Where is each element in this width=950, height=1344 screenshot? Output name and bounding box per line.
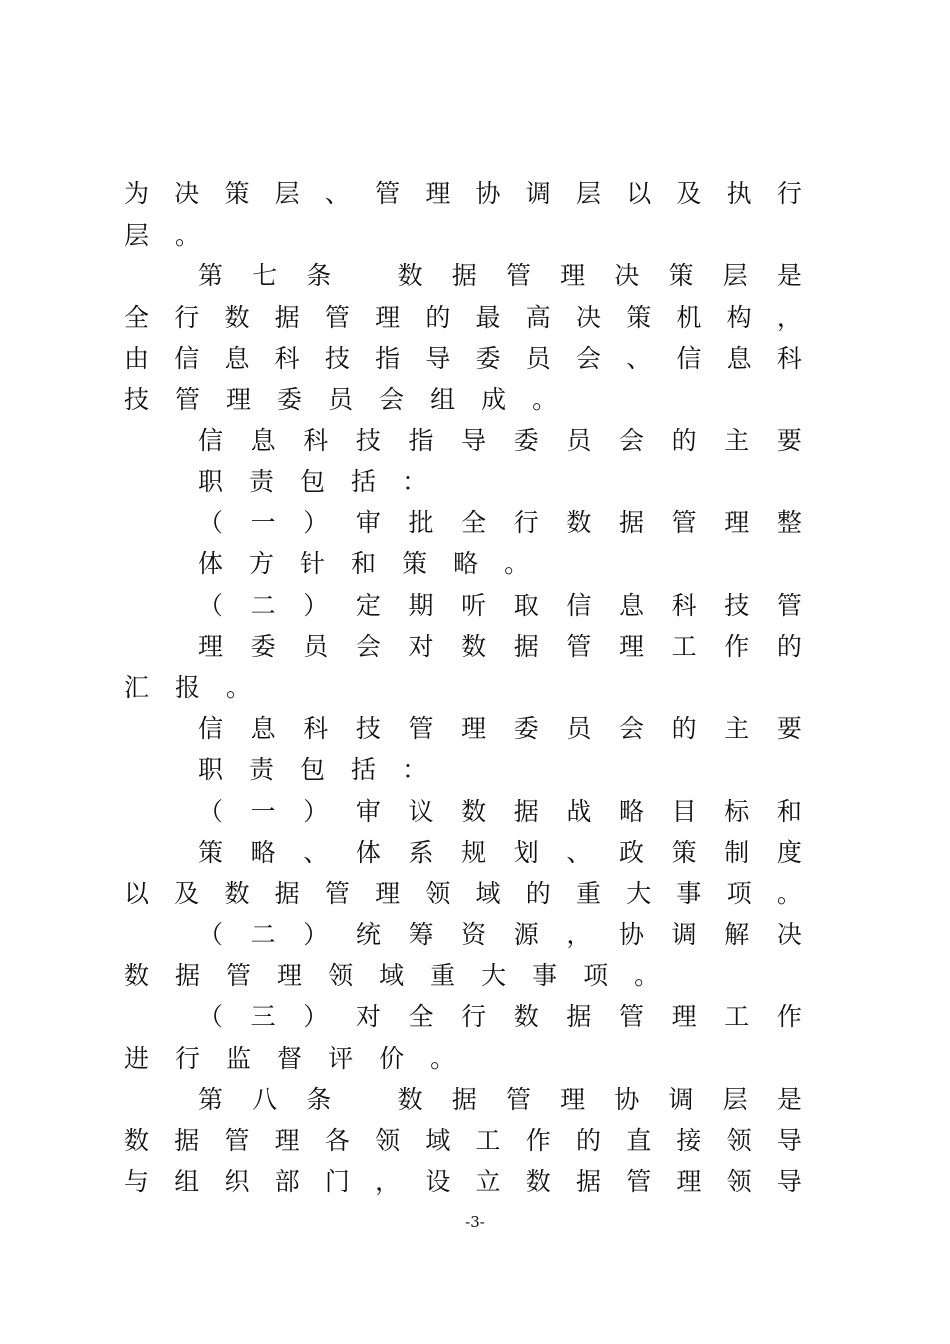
text-line: 由 信 息 科 技 指 导 委 员 会 、 信 息 科 [124, 344, 802, 373]
page-number: -3- [465, 1213, 485, 1231]
text-line: 为 决 策 层 、 管 理 协 调 层 以 及 执 行 [124, 179, 802, 208]
text-line: 职 责 包 括 ： [198, 755, 428, 784]
text-line: （ 三 ） 对 全 行 数 据 管 理 工 作 [198, 1002, 802, 1031]
text-line: 技 管 理 委 员 会 组 成 。 [124, 385, 558, 414]
text-line: 数 据 管 理 各 领 域 工 作 的 直 接 领 导 [124, 1126, 802, 1155]
text-line: 层 。 [124, 221, 201, 250]
text-line: 全 行 数 据 管 理 的 最 高 决 策 机 构 ， [124, 303, 802, 332]
text-line: 信 息 科 技 管 理 委 员 会 的 主 要 [198, 714, 802, 743]
text-line: 进 行 监 督 评 价 。 [124, 1044, 456, 1073]
text-line: 数 据 管 理 领 域 重 大 事 项 。 [124, 961, 660, 990]
text-line: 体 方 针 和 策 略 。 [198, 549, 530, 578]
text-line: 以 及 数 据 管 理 领 域 的 重 大 事 项 。 [124, 879, 802, 908]
text-line: 理 委 员 会 对 数 据 管 理 工 作 的 [198, 632, 802, 661]
text-line: （ 一 ） 审 议 数 据 战 略 目 标 和 [198, 797, 802, 826]
text-line: 信 息 科 技 指 导 委 员 会 的 主 要 [198, 426, 802, 455]
text-line: （ 二 ） 统 筹 资 源 ， 协 调 解 决 [198, 920, 802, 949]
text-line: 与 组 织 部 门 ， 设 立 数 据 管 理 领 导 [124, 1167, 802, 1196]
text-line: 汇 报 。 [124, 673, 252, 702]
text-line: 第 七 条 数 据 管 理 决 策 层 是 [198, 261, 802, 290]
text-line: 职 责 包 括 ： [198, 467, 428, 496]
text-line: 策 略 、 体 系 规 划 、 政 策 制 度 [198, 838, 802, 867]
text-line: （ 二 ） 定 期 听 取 信 息 科 技 管 [198, 591, 802, 620]
text-line: （ 一 ） 审 批 全 行 数 据 管 理 整 [198, 508, 802, 537]
text-line: 第 八 条 数 据 管 理 协 调 层 是 [198, 1085, 802, 1114]
